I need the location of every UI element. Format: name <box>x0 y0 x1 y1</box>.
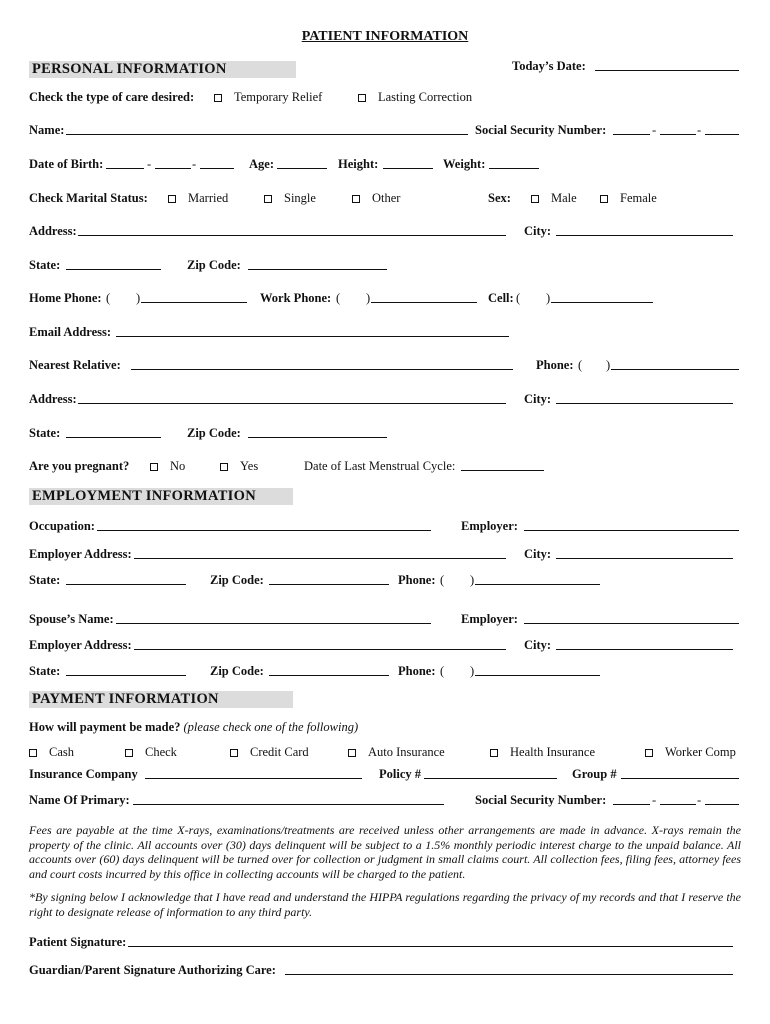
dob-separator: - <box>147 157 152 171</box>
fees-notice: Fees are payable at the time X-rays, examinations/treatments are received unless other arrangements are made in advance. X-rays remain the property of the clinic. All accounts over (30) days delinquent will be subject to a 1.5% monthly periodic interest charge to the unpaid balance. All accounts over (60) days delinquent will be turned over for collection or judgment in small claims court. All collection fees, filing fees, attorney fees and court costs incurred by this office in collecting accounts will be charged to the patient. <box>29 823 741 881</box>
checkbox-icon[interactable] <box>531 195 539 203</box>
guardian-signature-label: Guardian/Parent Signature Authorizing Care: <box>29 963 276 977</box>
paren-open: ( <box>578 358 583 372</box>
zip-field[interactable] <box>248 269 387 270</box>
paren-close: ) <box>136 291 141 305</box>
dob-month-field[interactable] <box>106 168 144 169</box>
payment-option-auto-insurance[interactable] <box>348 745 445 759</box>
relative-city-field[interactable] <box>556 403 733 404</box>
paren-close: ) <box>470 664 475 678</box>
cell-label: Cell: <box>488 291 514 305</box>
age-label: Age: <box>249 157 274 171</box>
ssn-separator: - <box>652 123 657 137</box>
zip-label: Zip Code: <box>187 258 241 272</box>
ssn-part1-field[interactable] <box>613 134 650 135</box>
checkbox-icon[interactable] <box>645 749 653 757</box>
spouse-city-label: City: <box>524 638 552 652</box>
payment-option-health-insurance[interactable] <box>490 745 595 759</box>
ssn-separator: - <box>697 793 702 807</box>
paren-open: ( <box>440 664 445 678</box>
checkbox-icon[interactable] <box>168 195 176 203</box>
email-label: Email Address: <box>29 325 112 339</box>
checkbox-icon[interactable] <box>358 94 366 102</box>
checkbox-icon[interactable] <box>352 195 360 203</box>
policy-label: Policy # <box>379 767 422 781</box>
name-of-primary-field[interactable] <box>133 804 444 805</box>
paren-close: ) <box>606 358 611 372</box>
address-label: Address: <box>29 224 77 238</box>
work-phone-field[interactable] <box>371 302 477 303</box>
dob-year-field[interactable] <box>200 168 234 169</box>
occupation-label: Occupation: <box>29 519 95 533</box>
checkbox-icon[interactable] <box>220 463 228 471</box>
primary-ssn-label: Social Security Number: <box>475 793 607 807</box>
spouse-employer-field[interactable] <box>524 623 739 624</box>
guardian-signature-field[interactable] <box>285 974 733 975</box>
lasting-correction-label: Lasting Correction <box>378 90 473 104</box>
employer-address-field[interactable] <box>134 558 506 559</box>
insurance-company-field[interactable] <box>145 778 362 779</box>
spouse-employer-address-field[interactable] <box>134 649 506 650</box>
spouse-name-field[interactable] <box>116 623 431 624</box>
paren-close: ) <box>546 291 551 305</box>
other-label: Other <box>372 191 401 205</box>
payment-option-label: Auto Insurance <box>368 745 445 759</box>
relative-address-label: Address: <box>29 392 77 406</box>
checkbox-icon[interactable] <box>490 749 498 757</box>
pregnant-yes-option[interactable] <box>220 459 258 473</box>
paren-close: ) <box>470 573 475 587</box>
dob-separator: - <box>192 157 197 171</box>
single-label: Single <box>284 191 316 205</box>
other-option[interactable] <box>352 191 400 205</box>
dob-day-field[interactable] <box>155 168 191 169</box>
spouse-employer-label: Employer: <box>461 612 518 626</box>
checkbox-icon[interactable] <box>125 749 133 757</box>
cell-field[interactable] <box>551 302 653 303</box>
name-field[interactable] <box>66 134 468 135</box>
paren-open: ( <box>516 291 521 305</box>
relative-zip-label: Zip Code: <box>187 426 241 440</box>
payment-option-worker-comp[interactable] <box>645 745 736 759</box>
group-label: Group # <box>572 767 617 781</box>
home-phone-field[interactable] <box>141 302 247 303</box>
male-label: Male <box>551 191 577 205</box>
age-field[interactable] <box>277 168 327 169</box>
payment-option-credit-card[interactable] <box>230 745 309 759</box>
married-option[interactable] <box>168 191 228 205</box>
employer-state-label: State: <box>29 573 61 587</box>
todays-date-field[interactable] <box>595 70 739 71</box>
paren-open: ( <box>440 573 445 587</box>
name-of-primary-label: Name Of Primary: <box>29 793 130 807</box>
todays-date-label: Today’s Date: <box>512 59 586 73</box>
spouse-phone-label: Phone: <box>398 664 436 678</box>
temporary-relief-label: Temporary Relief <box>234 90 323 104</box>
employer-city-label: City: <box>524 547 552 561</box>
married-label: Married <box>188 191 229 205</box>
pregnant-yes-label: Yes <box>240 459 259 473</box>
checkbox-icon[interactable] <box>348 749 356 757</box>
employer-address-label: Employer Address: <box>29 547 132 561</box>
primary-ssn-part1-field[interactable] <box>613 804 650 805</box>
ssn-part2-field[interactable] <box>660 134 696 135</box>
relative-city-label: City: <box>524 392 552 406</box>
address-field[interactable] <box>78 235 506 236</box>
checkbox-icon[interactable] <box>29 749 37 757</box>
checkbox-icon[interactable] <box>214 94 222 102</box>
female-option[interactable] <box>600 191 657 205</box>
section-personal-header: PERSONAL INFORMATION <box>29 61 296 78</box>
lasting-correction-option[interactable] <box>358 90 472 104</box>
payment-question-text: How will payment be made? <box>29 720 181 734</box>
payment-question <box>29 720 358 734</box>
payment-option-label: Worker Comp <box>665 745 736 759</box>
form-title: PATIENT INFORMATION <box>301 29 469 44</box>
employer-zip-label: Zip Code: <box>210 573 264 587</box>
relative-state-field[interactable] <box>66 437 161 438</box>
male-option[interactable] <box>531 191 577 205</box>
employer-phone-label: Phone: <box>398 573 436 587</box>
relative-address-field[interactable] <box>78 403 506 404</box>
pregnant-no-option[interactable] <box>150 459 185 473</box>
employer-label: Employer: <box>461 519 518 533</box>
pregnant-label: Are you pregnant? <box>29 459 130 473</box>
primary-ssn-part2-field[interactable] <box>660 804 696 805</box>
spouse-zip-field[interactable] <box>269 675 389 676</box>
primary-ssn-part3-field[interactable] <box>705 804 739 805</box>
checkbox-icon[interactable] <box>264 195 272 203</box>
payment-question-hint: (please check one of the following) <box>183 720 359 734</box>
payment-option-cash[interactable] <box>29 745 74 759</box>
state-field[interactable] <box>66 269 161 270</box>
menstrual-field[interactable] <box>461 470 544 471</box>
nearest-relative-label: Nearest Relative: <box>29 358 121 372</box>
single-option[interactable] <box>264 191 316 205</box>
relative-zip-field[interactable] <box>248 437 387 438</box>
employer-phone-field[interactable] <box>475 584 600 585</box>
city-label: City: <box>524 224 552 238</box>
home-phone-label: Home Phone: <box>29 291 102 305</box>
employer-field[interactable] <box>524 530 739 531</box>
spouse-zip-label: Zip Code: <box>210 664 264 678</box>
ssn-part3-field[interactable] <box>705 134 739 135</box>
work-phone-label: Work Phone: <box>260 291 332 305</box>
weight-label: Weight: <box>443 157 486 171</box>
spouse-phone-field[interactable] <box>475 675 600 676</box>
ssn-label: Social Security Number: <box>475 123 607 137</box>
checkbox-icon[interactable] <box>150 463 158 471</box>
spouse-city-field[interactable] <box>556 649 733 650</box>
patient-signature-label: Patient Signature: <box>29 935 127 949</box>
care-type-label: Check the type of care desired: <box>29 90 195 104</box>
checkbox-icon[interactable] <box>230 749 238 757</box>
insurance-company-label: Insurance Company <box>29 767 138 781</box>
sex-label: Sex: <box>488 191 511 205</box>
paren-close: ) <box>366 291 371 305</box>
policy-field[interactable] <box>424 778 557 779</box>
section-payment-header: PAYMENT INFORMATION <box>29 691 293 708</box>
temporary-relief-option[interactable] <box>214 90 322 104</box>
menstrual-label: Date of Last Menstrual Cycle: <box>304 459 456 473</box>
dob-label: Date of Birth: <box>29 157 104 171</box>
payment-option-label: Check <box>145 745 177 759</box>
relative-phone-label: Phone: <box>536 358 574 372</box>
spouse-name-label: Spouse’s Name: <box>29 612 114 626</box>
paren-open: ( <box>106 291 111 305</box>
employer-city-field[interactable] <box>556 558 733 559</box>
relative-phone-field[interactable] <box>611 369 739 370</box>
height-label: Height: <box>338 157 379 171</box>
checkbox-icon[interactable] <box>600 195 608 203</box>
employer-zip-field[interactable] <box>269 584 389 585</box>
group-field[interactable] <box>621 778 739 779</box>
height-field[interactable] <box>383 168 433 169</box>
name-label: Name: <box>29 123 65 137</box>
section-employment-header: EMPLOYMENT INFORMATION <box>29 488 293 505</box>
pregnant-no-label: No <box>170 459 186 473</box>
email-field[interactable] <box>116 336 509 337</box>
occupation-field[interactable] <box>97 530 431 531</box>
spouse-employer-address-label: Employer Address: <box>29 638 132 652</box>
spouse-state-label: State: <box>29 664 61 678</box>
payment-option-check[interactable] <box>125 745 177 759</box>
employer-state-field[interactable] <box>66 584 186 585</box>
weight-field[interactable] <box>489 168 539 169</box>
hippa-acknowledgement: *By signing below I acknowledge that I have read and understand the HIPPA regulations regarding the privacy of my records and that I reserve the right to designate release of information to any third party. <box>29 890 741 919</box>
payment-option-label: Cash <box>49 745 74 759</box>
city-field[interactable] <box>556 235 733 236</box>
ssn-separator: - <box>697 123 702 137</box>
payment-option-label: Credit Card <box>250 745 309 759</box>
marital-status-label: Check Marital Status: <box>29 191 148 205</box>
state-label: State: <box>29 258 61 272</box>
patient-signature-field[interactable] <box>128 946 733 947</box>
ssn-separator: - <box>652 793 657 807</box>
relative-state-label: State: <box>29 426 61 440</box>
payment-option-label: Health Insurance <box>510 745 596 759</box>
female-label: Female <box>620 191 657 205</box>
spouse-state-field[interactable] <box>66 675 186 676</box>
paren-open: ( <box>336 291 341 305</box>
nearest-relative-field[interactable] <box>131 369 513 370</box>
